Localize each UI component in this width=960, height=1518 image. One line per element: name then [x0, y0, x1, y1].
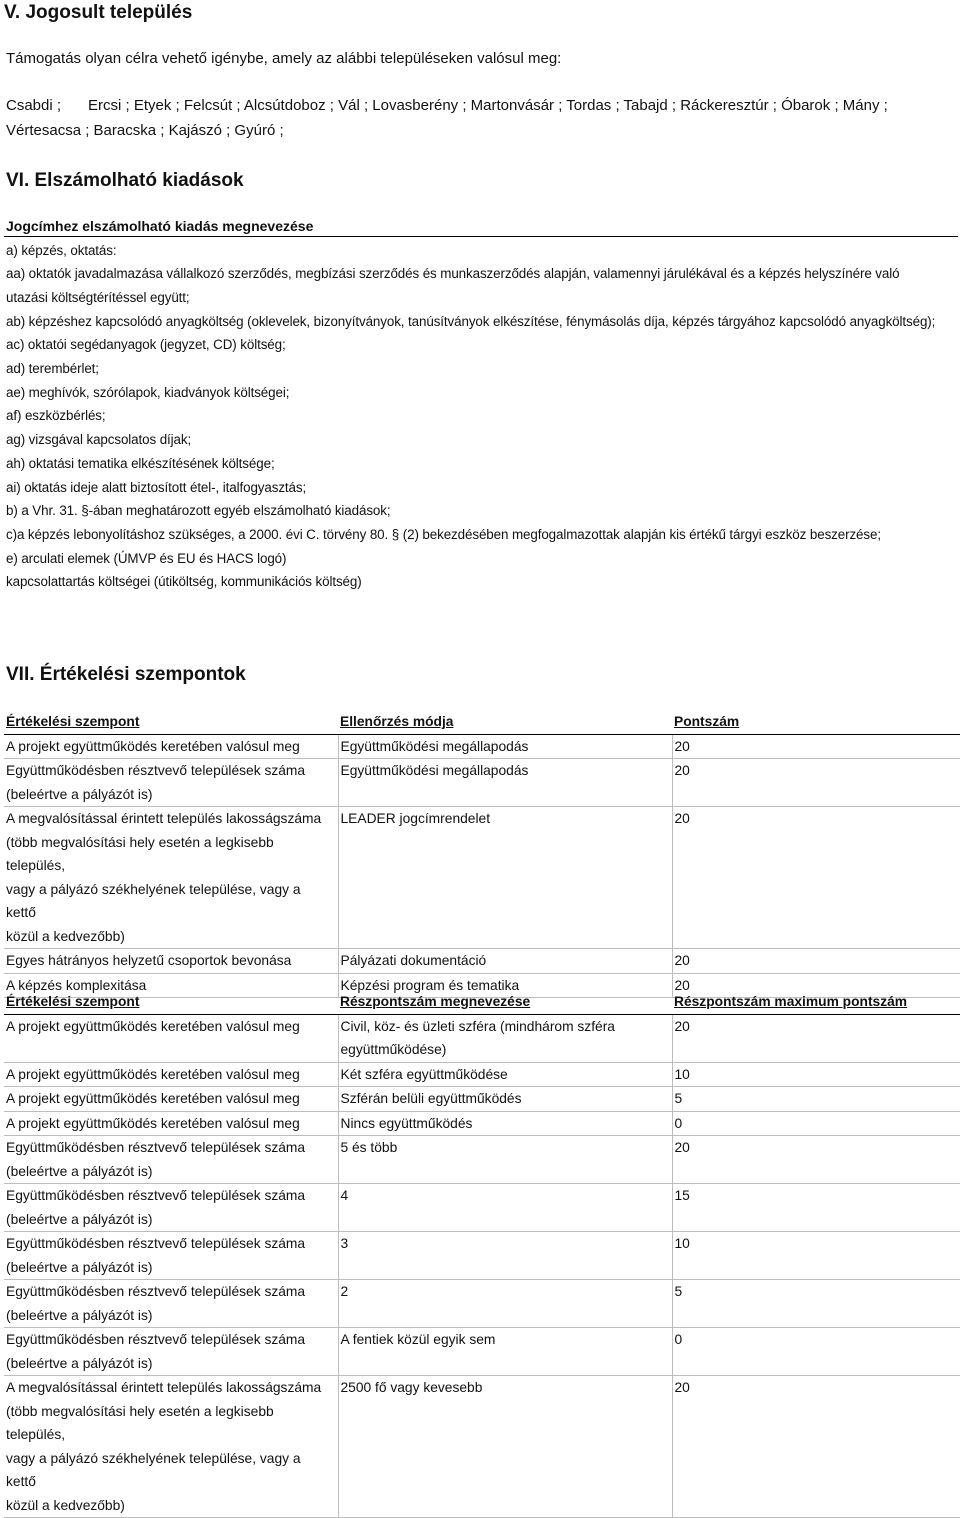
cell-criterion [4, 1328, 338, 1376]
cell-text: A megvalósítással érintett település lakosságszáma [6, 811, 322, 826]
cell-score: 15 [672, 1184, 960, 1232]
expense-line: ae) meghívók, szórólapok, kiadványok költségei; [6, 385, 290, 400]
cell-text: (több megvalósítási hely esetén a legkisebb település, [6, 1403, 274, 1442]
cell-score: 20 [672, 973, 960, 998]
cell-detail [338, 734, 672, 759]
expense-subheading: Jogcímhez elszámolható kiadás megnevezése [6, 218, 314, 234]
cell-text: (beleértve a pályázót is) [6, 786, 153, 802]
expense-line: c)a képzés lebonyolításhoz szükséges, a 2000. évi C. törvény 80. § (2) bekezdésében megfogalmazottak alapján kis értékű tárgyi eszköz beszerzése; [6, 527, 881, 542]
cell-text: (beleértve a pályázót is) [6, 1211, 153, 1227]
cell-criterion [4, 1087, 338, 1112]
expense-line: ag) vizsgával kapcsolatos díjak; [6, 432, 192, 447]
expense-line: a) képzés, oktatás: [6, 243, 117, 258]
section-5-intro: Támogatás olyan célra vehető igénybe, amely az alábbi településeken valósul meg: [6, 50, 562, 67]
cell-text: (beleértve a pályázót is) [6, 1259, 153, 1275]
cell-text: Együttműködési megállapodás [340, 738, 529, 754]
subheading-rule [4, 236, 958, 237]
cell-detail [338, 949, 672, 974]
cell-text: 4 [340, 1188, 349, 1203]
cell-score: 20 [672, 1136, 960, 1184]
cell-detail [338, 1062, 672, 1087]
expense-line: ac) oktatói segédanyagok (jegyzet, CD) költség; [6, 337, 286, 352]
section-7-title: VII. Értékelési szempontok [6, 664, 246, 685]
cell-score: 5 [672, 1087, 960, 1112]
cell-detail [338, 1232, 672, 1280]
expense-line: e) arculati elemek (ÚMVP és EU és HACS logó) [6, 551, 287, 566]
cell-text: A megvalósítással érintett település lakosságszáma [6, 1380, 322, 1395]
cell-score: 20 [672, 1014, 960, 1062]
cell-text: Szférán belüli együttműködés [340, 1091, 522, 1106]
cell-text: együttműködése) [340, 1042, 447, 1057]
cell-text: Két szféra együttműködése [340, 1066, 508, 1082]
expense-line: ai) oktatás ideje alatt biztosított étel-, italfogyasztás; [6, 480, 307, 495]
cell-text: A projekt együttműködés keretében valósul meg [6, 1115, 300, 1131]
cell-text: (beleértve a pályázót is) [6, 1163, 153, 1179]
expense-line: ab) képzéshez kapcsolódó anyagköltség (oklevelek, bizonyítványok, tanúsítványok elkészítése, fénymásolás díja, képzés tárgyához kapcsolódó anyagköltség); [6, 314, 936, 329]
cell-score: 10 [672, 1062, 960, 1087]
cell-criterion [4, 759, 338, 807]
cell-text: 3 [340, 1236, 349, 1251]
cell-detail [338, 1184, 672, 1232]
evaluation-table [4, 710, 960, 998]
table-header-row [4, 710, 960, 734]
expense-line: b) a Vhr. 31. §-ában meghatározott egyéb elszámolható kiadások; [6, 503, 391, 518]
cell-text: LEADER jogcímrendelet [340, 811, 491, 826]
cell-text: közül a kedvezőbb) [6, 928, 125, 944]
cell-criterion [4, 807, 338, 949]
section-5-title: V. Jogosult település [4, 2, 193, 23]
cell-text: Együttműködési megállapodás [340, 763, 529, 778]
cell-text: A képzés komplexitása [6, 977, 147, 993]
cell-text: Nincs együttműködés [340, 1115, 473, 1131]
cell-detail [338, 759, 672, 807]
cell-detail [338, 1280, 672, 1328]
cell-criterion [4, 1184, 338, 1232]
cell-text: Civil, köz- és üzleti szféra (mindhárom szféra [340, 1018, 615, 1034]
cell-text: Pályázati dokumentáció [340, 953, 487, 968]
cell-detail [338, 1087, 672, 1112]
cell-score: 0 [672, 1111, 960, 1136]
table-row [4, 1014, 960, 1062]
expense-line: af) eszközbérlés; [6, 408, 106, 423]
cell-text: Együttműködésben résztvevő települések száma [6, 1332, 306, 1347]
expense-line: utazási költségtérítéssel együtt; [6, 290, 190, 305]
cell-text: közül a kedvezőbb) [6, 1497, 125, 1513]
cell-detail [338, 1376, 672, 1518]
column-header-criterion: Értékelési szempont [4, 710, 338, 734]
cell-detail [338, 807, 672, 949]
cell-score: 20 [672, 759, 960, 807]
expense-line: aa) oktatók javadalmazása vállalkozó szerződés, megbízási szerződés és munkaszerződés alapján, valamennyi járulékával és a képzés helyszínére való [6, 266, 900, 281]
cell-text: Együttműködésben résztvevő települések száma [6, 1284, 306, 1299]
cell-text: Képzési program és tematika [340, 977, 520, 993]
cell-detail [338, 1111, 672, 1136]
cell-criterion [4, 1232, 338, 1280]
table-row [4, 949, 960, 974]
table-header-row [4, 990, 960, 1014]
cell-text: vagy a pályázó székhelyének települése, vagy a kettő [6, 1450, 301, 1489]
table-row [4, 734, 960, 759]
cell-score: 20 [672, 807, 960, 949]
cell-text: Együttműködésben résztvevő települések száma [6, 1140, 306, 1155]
expense-line: ad) terembérlet; [6, 361, 99, 376]
cell-criterion [4, 1376, 338, 1518]
table-row [4, 1232, 960, 1280]
table-row [4, 759, 960, 807]
settlements-line-1: Ercsi ; Etyek ; Felcsút ; Alcsútdoboz ; Vál ; Lovasberény ; Martonvásár ; Tordas ; Tabajd ; Ráckeresztúr ; Óbarok ; Mány ; [88, 97, 888, 114]
table-row [4, 1328, 960, 1376]
cell-text: A projekt együttműködés keretében valósul meg [6, 1091, 300, 1106]
cell-text: Együttműködésben résztvevő települések száma [6, 1188, 306, 1203]
cell-text: (több megvalósítási hely esetén a legkisebb település, [6, 834, 274, 873]
cell-score: 10 [672, 1232, 960, 1280]
cell-detail [338, 1328, 672, 1376]
cell-text: (beleértve a pályázót is) [6, 1355, 153, 1371]
column-header-subscore-name: Részpontszám megnevezése [338, 990, 672, 1014]
settlements-first: Csabdi ; [6, 97, 62, 114]
table-row [4, 1184, 960, 1232]
table-row [4, 1136, 960, 1184]
cell-text: 5 és több [340, 1140, 398, 1155]
cell-text: vagy a pályázó székhelyének települése, vagy a kettő [6, 881, 301, 920]
cell-criterion [4, 1136, 338, 1184]
cell-score: 0 [672, 1328, 960, 1376]
cell-criterion [4, 1014, 338, 1062]
expense-line: ah) oktatási tematika elkészítésének költsége; [6, 456, 275, 471]
table-row [4, 1280, 960, 1328]
cell-criterion [4, 1111, 338, 1136]
settlements-line-2: Vértesacsa ; Baracska ; Kajászó ; Gyúró ; [6, 122, 284, 139]
column-header-subscore-max: Részpontszám maximum pontszám [672, 990, 960, 1014]
cell-detail [338, 1014, 672, 1062]
cell-text: A projekt együttműködés keretében valósul meg [6, 1018, 300, 1034]
column-header-score: Pontszám [672, 710, 960, 734]
section-6-title: VI. Elszámolható kiadások [6, 170, 244, 191]
cell-score: 20 [672, 734, 960, 759]
cell-text: Egyes hátrányos helyzetű csoportok bevonása [6, 953, 292, 968]
cell-criterion [4, 949, 338, 974]
cell-score: 20 [672, 1376, 960, 1518]
table-row [4, 1087, 960, 1112]
cell-text: A projekt együttműködés keretében valósul meg [6, 1066, 300, 1082]
cell-detail [338, 1136, 672, 1184]
cell-text: 2500 fő vagy kevesebb [340, 1380, 483, 1395]
cell-text: A fentiek közül egyik sem [340, 1332, 496, 1347]
cell-text: Együttműködésben résztvevő települések száma [6, 1236, 306, 1251]
column-header-criterion: Értékelési szempont [4, 990, 338, 1014]
cell-text: (beleértve a pályázót is) [6, 1307, 153, 1323]
cell-text: Együttműködésben résztvevő települések száma [6, 763, 306, 778]
cell-text: A projekt együttműködés keretében valósul meg [6, 738, 300, 754]
cell-score: 5 [672, 1280, 960, 1328]
cell-criterion [4, 1280, 338, 1328]
cell-text: 2 [340, 1284, 349, 1299]
table-row [4, 1062, 960, 1087]
cell-criterion [4, 1062, 338, 1087]
cell-score: 20 [672, 949, 960, 974]
cell-criterion [4, 734, 338, 759]
table-row [4, 807, 960, 949]
expense-line: kapcsolattartás költségei (útiköltség, kommunikációs költség) [6, 574, 362, 589]
subscore-table [4, 990, 960, 1518]
table-row [4, 1376, 960, 1518]
column-header-method: Ellenőrzés módja [338, 710, 672, 734]
table-row [4, 1111, 960, 1136]
